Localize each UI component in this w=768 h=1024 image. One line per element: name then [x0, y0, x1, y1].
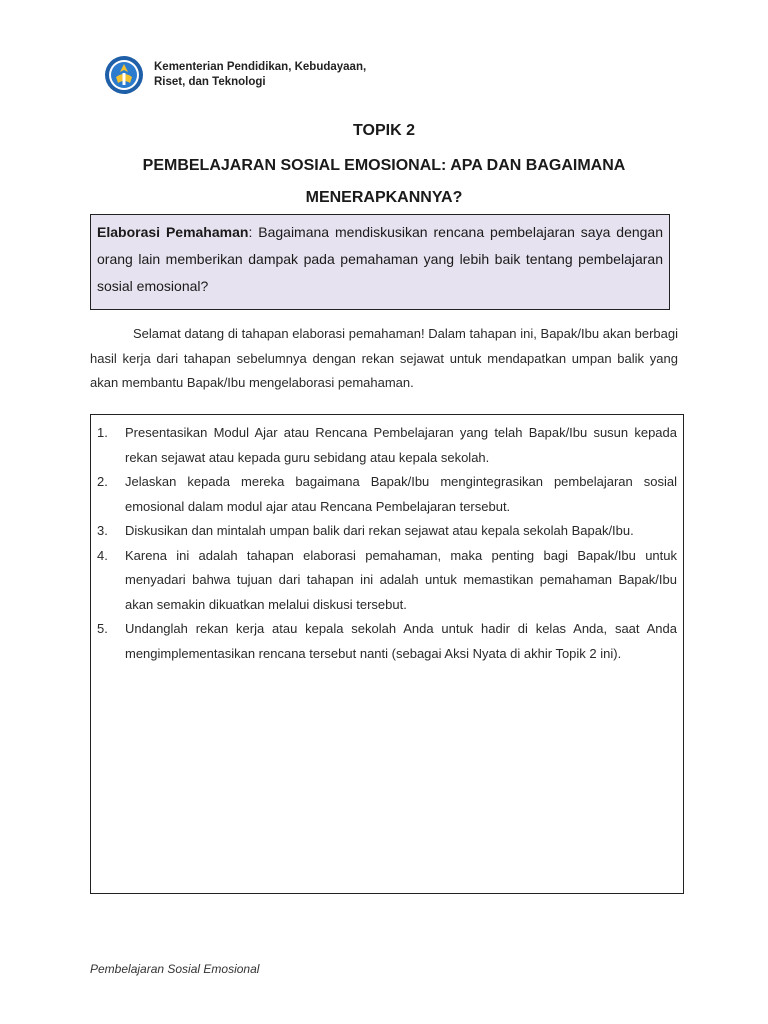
ministry-name-line2: Riset, dan Teknologi	[154, 76, 266, 88]
elaboration-label: Elaborasi Pemahaman	[97, 224, 249, 240]
step-number: 5.	[97, 621, 108, 636]
ministry-header	[104, 55, 366, 95]
list-item	[97, 617, 677, 666]
page-footer: Pembelajaran Sosial Emosional	[90, 962, 260, 976]
step-number: 4.	[97, 547, 108, 563]
tut-wuri-handayani-logo-icon	[104, 55, 144, 95]
elaboration-question: : Bagaimana mendiskusikan rencana pembelajaran saya dengan orang lain memberikan dampak pada pemahaman yang lebih baik tentang pembelajaran sosial emosional?	[97, 224, 663, 294]
step-number: 2.	[97, 474, 108, 489]
steps-list	[97, 421, 677, 666]
step-text: Karena ini adalah tahapan elaborasi pemahaman, maka penting bagi Bapak/Ibu untuk menyadari bahwa tujuan dari tahapan ini adalah untuk memastikan pemahaman Bapak/Ibu akan semakin dikuatkan melalui diskusi tersebut.	[125, 547, 677, 612]
step-text: Presentasikan Modul Ajar atau Rencana Pembelajaran yang telah Bapak/Ibu susun kepada rekan sejawat atau kepada guru sebidang atau kepala sekolah.	[125, 425, 677, 465]
list-item	[97, 470, 677, 519]
list-item	[97, 421, 677, 470]
page-title: PEMBELAJARAN SOSIAL EMOSIONAL: APA DAN BAGAIMANA MENERAPKANNYA?	[142, 157, 626, 206]
elaboration-box	[90, 214, 670, 310]
list-item	[97, 519, 677, 544]
step-text: Undanglah rekan kerja atau kepala sekolah Anda untuk hadir di kelas Anda, saat Anda mengimplementasikan rencana tersebut nanti (sebagai Aksi Nyata di akhir Topik 2 ini).	[125, 621, 677, 661]
intro-paragraph: Selamat datang di tahapan elaborasi pemahaman! Dalam tahapan ini, Bapak/Ibu akan berbagi hasil kerja dari tahapan sebelumnya dengan rekan sejawat untuk mendapatkan umpan balik yang akan membantu Bapak/Ibu mengelaborasi pemahaman.	[90, 326, 678, 390]
step-text: Diskusikan dan mintalah umpan balik dari rekan sejawat atau kepala sekolah Bapak/Ibu.	[125, 523, 634, 538]
step-number: 1.	[97, 425, 108, 440]
topic-heading: TOPIK 2	[353, 122, 415, 139]
list-item	[97, 544, 677, 618]
step-text: Jelaskan kepada mereka bagaimana Bapak/Ibu mengintegrasikan pembelajaran sosial emosional dalam modul ajar atau Rencana Pembelajaran tersebut.	[125, 474, 677, 514]
ministry-name-line1: Kementerian Pendidikan, Kebudayaan,	[154, 61, 367, 73]
step-number: 3.	[97, 523, 108, 538]
steps-box	[90, 414, 684, 894]
ministry-name	[154, 60, 366, 90]
